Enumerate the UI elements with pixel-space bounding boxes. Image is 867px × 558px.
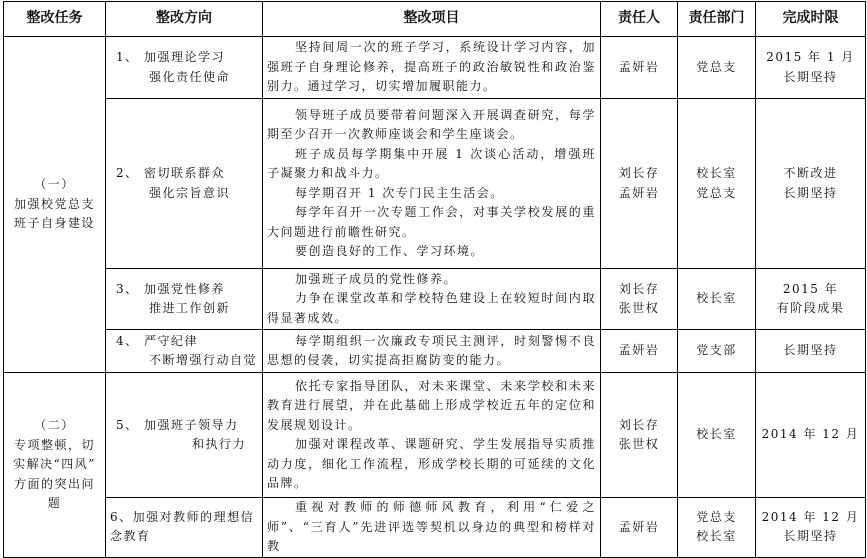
direction-cell: 2、 密切联系群众 强化宗旨意识 bbox=[106, 99, 263, 269]
deadline-cell: 长期坚持 bbox=[756, 330, 866, 373]
direction-cell: 6、加强对教师的理想信念教育 bbox=[106, 498, 263, 558]
direction-cell: 3、 加强党性修养 推进工作创新 bbox=[106, 269, 263, 330]
header-deadline: 完成时限 bbox=[756, 2, 866, 37]
item-cell: 每学期组织一次廉政专项民主测评，时刻警惕不良思想的侵袭，切实提高拒腐防变的能力。 bbox=[263, 330, 601, 373]
rectification-table bbox=[3, 1, 866, 558]
direction-cell: 1、 加强理论学习 强化责任使命 bbox=[106, 37, 263, 99]
table-row bbox=[4, 373, 866, 498]
deadline-cell: 2015 年 1 月 长期坚持 bbox=[756, 37, 866, 99]
task-cell-1: （一） 加强校党总支 班子自身建设 bbox=[4, 37, 106, 373]
table-row bbox=[4, 99, 866, 269]
task-cell-2: （二） 专项整顿，切 实解决“四风” 方面的突出问 题 bbox=[4, 373, 106, 558]
item-cell: 坚持间周一次的班子学习，系统设计学习内容，加强班子自身理论修养，提高班子的政治敏锐性和政治鉴别力。通过学习，切实增加履职能力。 bbox=[263, 37, 601, 99]
table-row bbox=[4, 498, 866, 558]
deadline-cell: 2014 年 12 月 bbox=[756, 373, 866, 498]
item-cell: 依托专家指导团队，对未来课堂、未来学校和未来教育进行展望，并在此基础上形成学校近五年的定位和发展规划设计。 加强对课程改革、课题研究、学生发展指导实质推动力度，细化工作流程，形成学校长期的可延续的文化品牌。 bbox=[263, 373, 601, 498]
header-task: 整改任务 bbox=[4, 2, 106, 37]
table-row bbox=[4, 269, 866, 330]
dept-cell: 党总支 bbox=[678, 37, 756, 99]
dept-cell: 党总支 校长室 bbox=[678, 498, 756, 558]
deadline-cell: 2015 年 有阶段成果 bbox=[756, 269, 866, 330]
direction-cell: 5、 加强班子领导力 和执行力 bbox=[106, 373, 263, 498]
header-person: 责任人 bbox=[601, 2, 678, 37]
deadline-cell: 2014 年 12 月 长期坚持 bbox=[756, 498, 866, 558]
deadline-cell: 不断改进 长期坚持 bbox=[756, 99, 866, 269]
person-cell: 刘长存 张世权 bbox=[601, 269, 678, 330]
dept-cell: 校长室 bbox=[678, 269, 756, 330]
person-cell: 刘长存 孟妍岩 bbox=[601, 99, 678, 269]
dept-cell: 党支部 bbox=[678, 330, 756, 373]
person-cell: 孟妍岩 bbox=[601, 37, 678, 99]
item-cell: 重视对教师的师德师风教育，利用“仁爱之师”、“三育人”先进评选等契机以身边的典型和榜样对教 bbox=[263, 498, 601, 558]
header-dept: 责任部门 bbox=[678, 2, 756, 37]
person-cell: 孟妍岩 bbox=[601, 498, 678, 558]
item-cell: 领导班子成员要带着问题深入开展调查研究，每学期至少召开一次教师座谈会和学生座谈会。 班子成员每学期集中开展 1 次谈心活动，增强班子凝聚力和战斗力。 每学期召开 1 次专门民主生活会。 每学年召开一次专题工作会，对事关学校发展的重大问题进行前瞻性研究。 要创造良好的工作、学习环境。 bbox=[263, 99, 601, 269]
item-cell: 加强班子成员的党性修养。 力争在课堂改革和学校特色建设上在较短时间内取得显著成效。 bbox=[263, 269, 601, 330]
header-row bbox=[4, 2, 866, 37]
header-direction: 整改方向 bbox=[106, 2, 263, 37]
dept-cell: 校长室 党总支 bbox=[678, 99, 756, 269]
dept-cell: 校长室 bbox=[678, 373, 756, 498]
table-row bbox=[4, 37, 866, 99]
person-cell: 孟妍岩 bbox=[601, 330, 678, 373]
direction-cell: 4、 严守纪律 不断增强行动自觉 bbox=[106, 330, 263, 373]
person-cell: 刘长存 张世权 bbox=[601, 373, 678, 498]
header-item: 整改项目 bbox=[263, 2, 601, 37]
table-row bbox=[4, 330, 866, 373]
